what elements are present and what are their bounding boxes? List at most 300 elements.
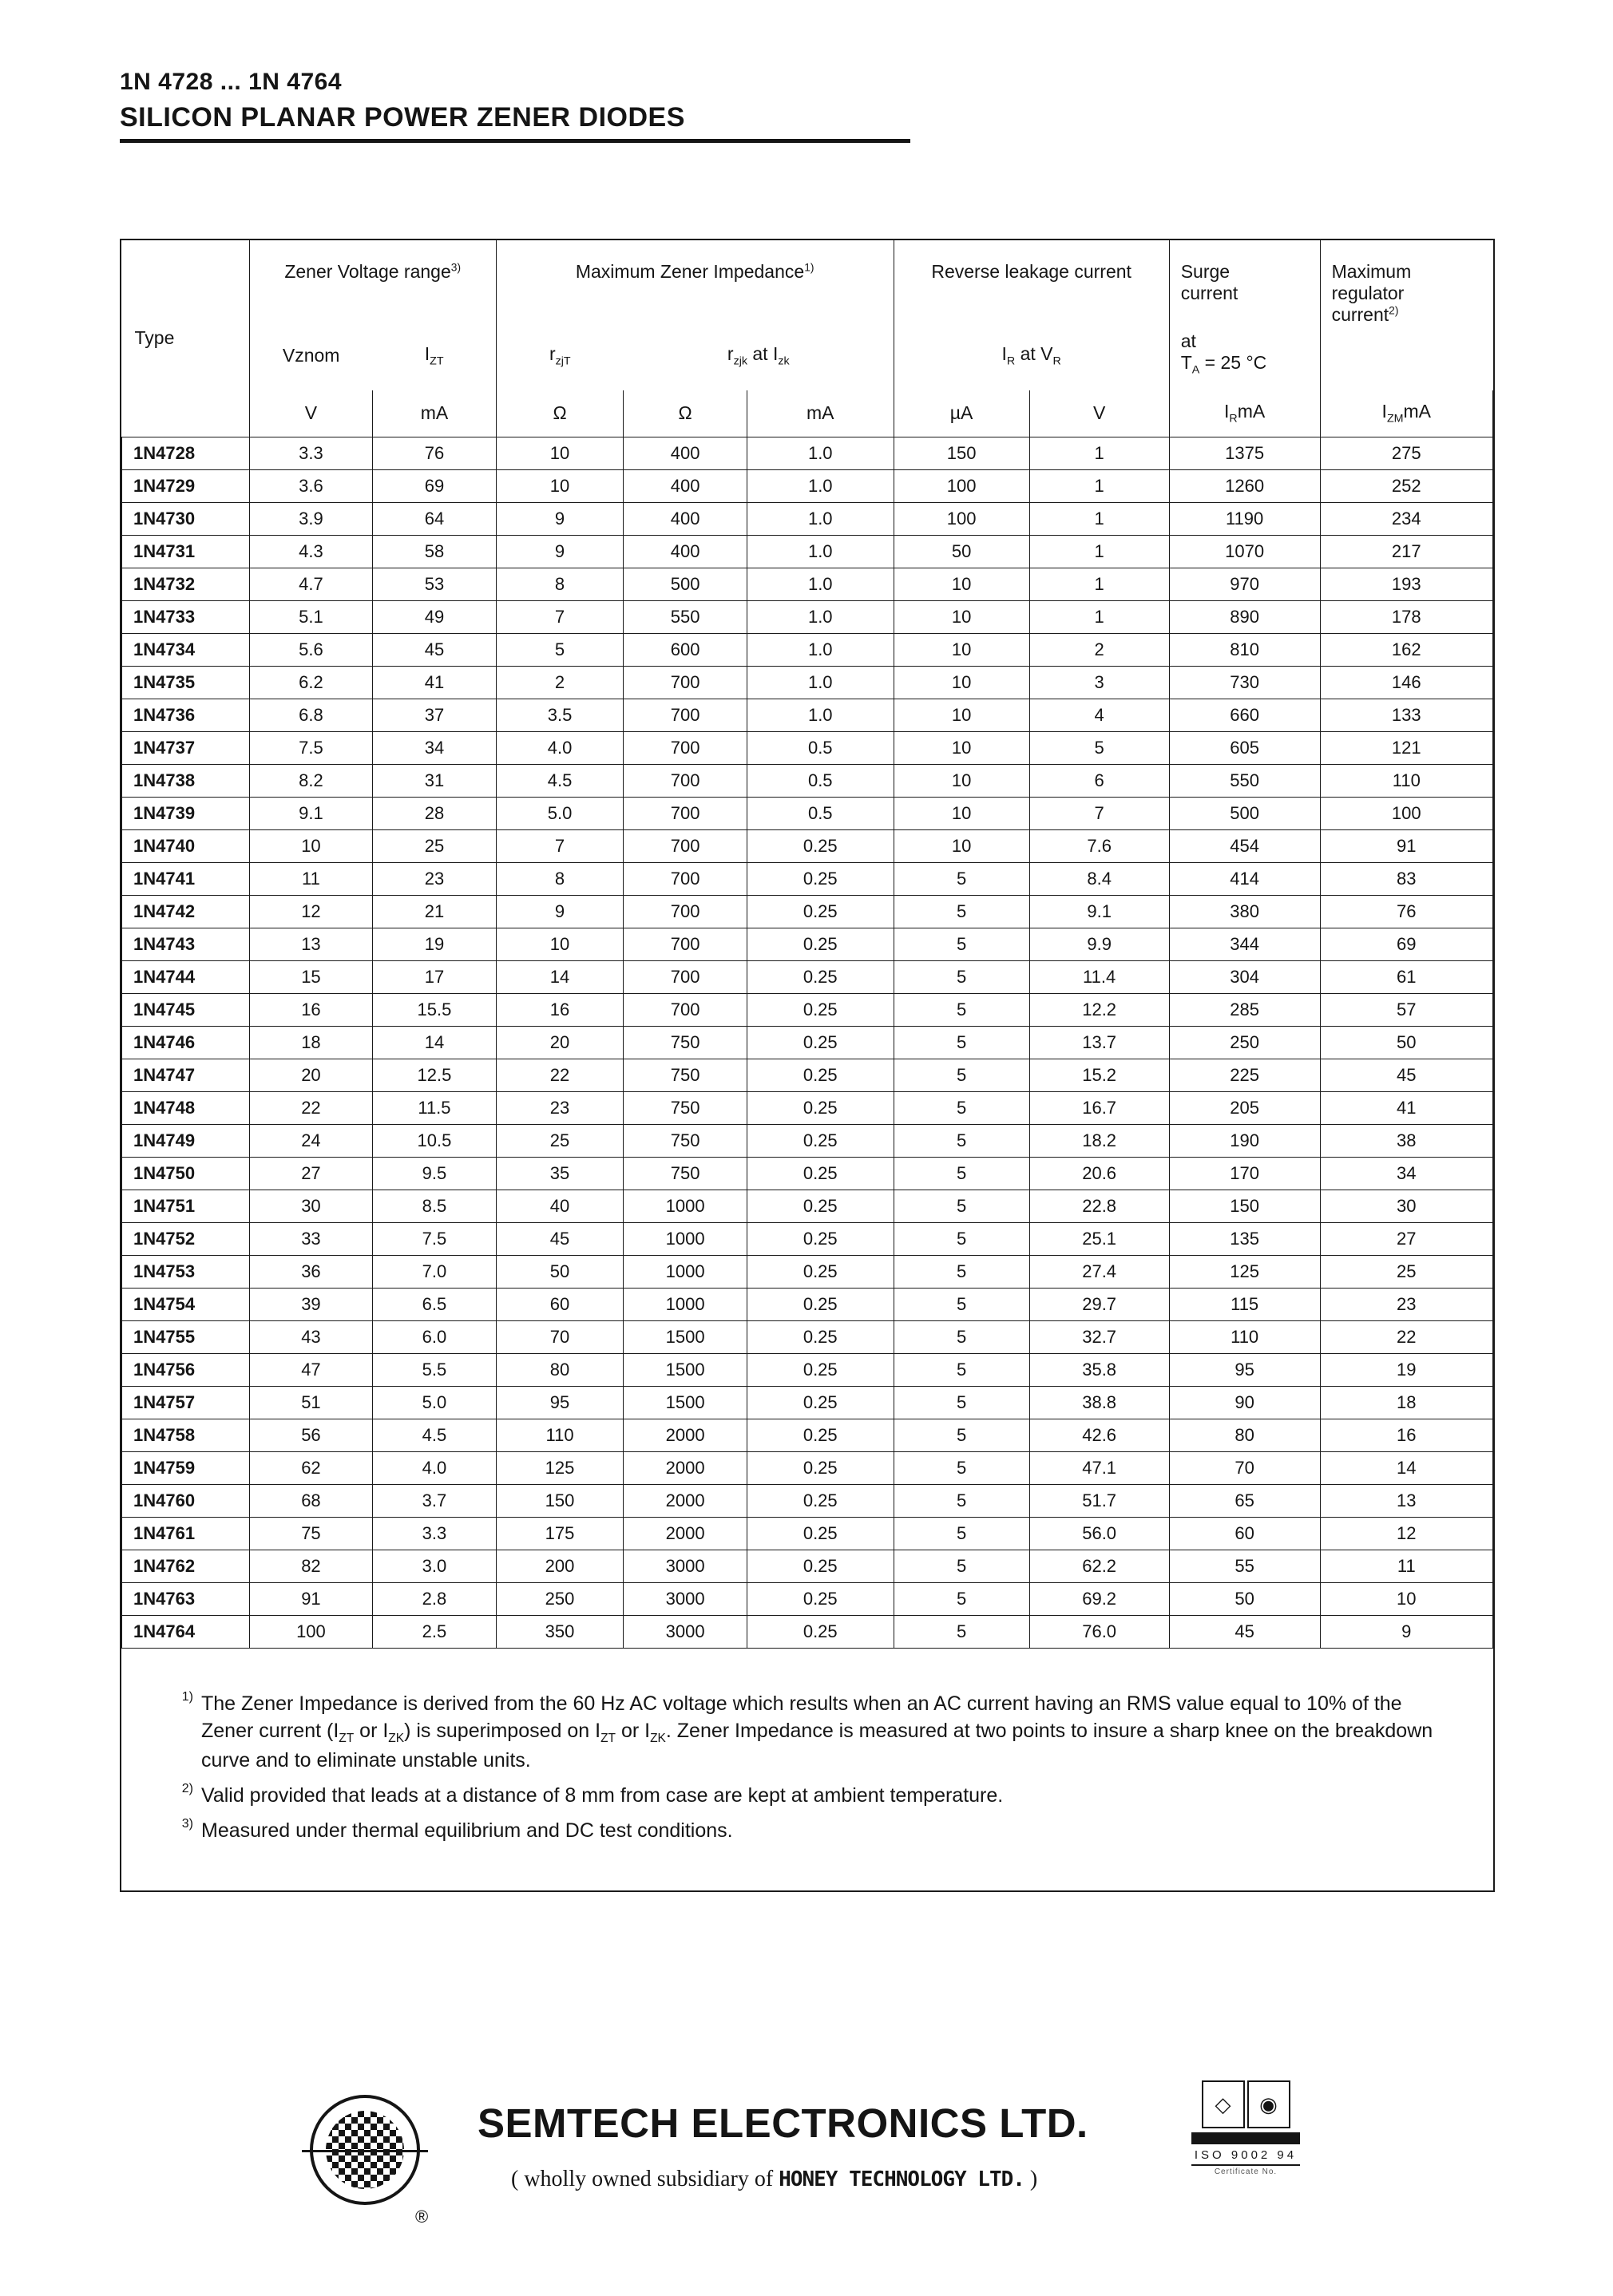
value-cell: 5 (894, 1550, 1029, 1582)
value-cell: 83 (1320, 862, 1492, 895)
value-cell: 250 (1169, 1026, 1320, 1059)
value-cell: 750 (624, 1026, 747, 1059)
value-cell: 9 (496, 502, 624, 535)
value-cell: 15.2 (1029, 1059, 1169, 1091)
table-row (122, 1157, 1493, 1190)
unit-ir-leakage: µA (894, 390, 1029, 437)
value-cell: 0.25 (747, 1059, 894, 1091)
value-cell: 20.6 (1029, 1157, 1169, 1190)
value-cell: 750 (624, 1059, 747, 1091)
value-cell: 1 (1029, 502, 1169, 535)
value-cell: 10 (894, 731, 1029, 764)
value-cell: 12.2 (1029, 993, 1169, 1026)
value-cell: 45 (1169, 1615, 1320, 1648)
certification-emblems (1191, 2080, 1300, 2128)
value-cell: 16 (249, 993, 373, 1026)
type-cell: 1N4747 (122, 1059, 250, 1091)
col-group-max-regulator-current: Maximum regulator current$^{2)}$ (1320, 240, 1492, 390)
value-cell: 6.8 (249, 699, 373, 731)
value-cell: 750 (624, 1157, 747, 1190)
value-cell: 11.4 (1029, 960, 1169, 993)
value-cell: 730 (1169, 666, 1320, 699)
footnotes (121, 1649, 1493, 1890)
value-cell: 13 (1320, 1484, 1492, 1517)
value-cell: 0.25 (747, 1026, 894, 1059)
value-cell: 414 (1169, 862, 1320, 895)
value-cell: 1.0 (747, 469, 894, 502)
value-cell: 0.25 (747, 1124, 894, 1157)
value-cell: 5.5 (373, 1353, 497, 1386)
parent-company-name: HONEY TECHNOLOGY LTD. (779, 2167, 1024, 2191)
value-cell: 1000 (624, 1255, 747, 1288)
value-cell: 970 (1169, 568, 1320, 600)
table-row (122, 1222, 1493, 1255)
value-cell: 16 (496, 993, 624, 1026)
registered-trademark-icon: ® (415, 2207, 429, 2227)
value-cell: 12 (249, 895, 373, 928)
table-row (122, 1091, 1493, 1124)
value-cell: 7.5 (249, 731, 373, 764)
value-cell: 75 (249, 1517, 373, 1550)
table-row (122, 535, 1493, 568)
value-cell: 4.0 (496, 731, 624, 764)
table-row (122, 666, 1493, 699)
value-cell: 45 (373, 633, 497, 666)
value-cell: 200 (496, 1550, 624, 1582)
value-cell: 5 (894, 960, 1029, 993)
value-cell: 344 (1169, 928, 1320, 960)
value-cell: 20 (496, 1026, 624, 1059)
value-cell: 5 (894, 1026, 1029, 1059)
value-cell: 9.9 (1029, 928, 1169, 960)
type-cell: 1N4741 (122, 862, 250, 895)
value-cell: 700 (624, 666, 747, 699)
table-row (122, 731, 1493, 764)
value-cell: 12.5 (373, 1059, 497, 1091)
value-cell: 4.0 (373, 1451, 497, 1484)
value-cell: 150 (894, 437, 1029, 469)
value-cell: 7 (496, 600, 624, 633)
type-cell: 1N4758 (122, 1419, 250, 1451)
value-cell: 47 (249, 1353, 373, 1386)
value-cell: 700 (624, 960, 747, 993)
table-row (122, 960, 1493, 993)
value-cell: 3.5 (496, 699, 624, 731)
value-cell: 4.3 (249, 535, 373, 568)
unit-vr: V (1029, 390, 1169, 437)
value-cell: 45 (496, 1222, 624, 1255)
value-cell: 11 (1320, 1550, 1492, 1582)
value-cell: 10 (496, 928, 624, 960)
value-cell: 95 (496, 1386, 624, 1419)
value-cell: 3000 (624, 1582, 747, 1615)
value-cell: 10 (496, 469, 624, 502)
table-row (122, 764, 1493, 797)
value-cell: 700 (624, 764, 747, 797)
value-cell: 2 (1029, 633, 1169, 666)
page-title: SILICON PLANAR POWER ZENER DIODES (120, 102, 910, 143)
type-cell: 1N4752 (122, 1222, 250, 1255)
value-cell: 0.25 (747, 1517, 894, 1550)
value-cell: 2.5 (373, 1615, 497, 1648)
value-cell: 660 (1169, 699, 1320, 731)
value-cell: 6.5 (373, 1288, 497, 1320)
table-header (122, 240, 1493, 437)
value-cell: 16 (1320, 1419, 1492, 1451)
value-cell: 125 (496, 1451, 624, 1484)
value-cell: 0.25 (747, 1451, 894, 1484)
value-cell: 91 (1320, 829, 1492, 862)
value-cell: 25 (1320, 1255, 1492, 1288)
value-cell: 700 (624, 928, 747, 960)
value-cell: 5 (894, 895, 1029, 928)
value-cell: 0.25 (747, 895, 894, 928)
value-cell: 0.25 (747, 1091, 894, 1124)
value-cell: 68 (249, 1484, 373, 1517)
type-cell: 1N4760 (122, 1484, 250, 1517)
type-cell: 1N4734 (122, 633, 250, 666)
value-cell: 750 (624, 1124, 747, 1157)
value-cell: 400 (624, 535, 747, 568)
value-cell: 178 (1320, 600, 1492, 633)
table-row (122, 502, 1493, 535)
value-cell: 1000 (624, 1222, 747, 1255)
value-cell: 5 (894, 1190, 1029, 1222)
value-cell: 5 (894, 1615, 1029, 1648)
certification-emblem-left-icon: ◇ (1202, 2080, 1245, 2128)
col-group-max-zener-impedance: Maximum Zener Impedance$^{1)}$ (496, 240, 894, 320)
value-cell: 400 (624, 469, 747, 502)
unit-vznom: V (249, 390, 373, 437)
iso-certification-block (1191, 2080, 1300, 2176)
value-cell: 304 (1169, 960, 1320, 993)
value-cell: 1.0 (747, 437, 894, 469)
value-cell: 5 (894, 1419, 1029, 1451)
value-cell: 11.5 (373, 1091, 497, 1124)
footnote-2-marker: 2) (181, 1781, 193, 1795)
type-cell: 1N4740 (122, 829, 250, 862)
col-group-surge-current: Surge current (1169, 240, 1320, 320)
value-cell: 0.25 (747, 1255, 894, 1288)
value-cell: 8.2 (249, 764, 373, 797)
type-cell: 1N4733 (122, 600, 250, 633)
type-cell: 1N4762 (122, 1550, 250, 1582)
type-cell: 1N4759 (122, 1451, 250, 1484)
value-cell: 115 (1169, 1288, 1320, 1320)
value-cell: 2.8 (373, 1582, 497, 1615)
value-cell: 34 (1320, 1157, 1492, 1190)
footnote-3-marker: 3) (181, 1816, 193, 1831)
value-cell: 2000 (624, 1517, 747, 1550)
value-cell: 41 (1320, 1091, 1492, 1124)
value-cell: 162 (1320, 633, 1492, 666)
type-cell: 1N4739 (122, 797, 250, 829)
value-cell: 47.1 (1029, 1451, 1169, 1484)
value-cell: 25.1 (1029, 1222, 1169, 1255)
value-cell: 38.8 (1029, 1386, 1169, 1419)
page-footer (0, 2066, 1613, 2274)
value-cell: 50 (1169, 1582, 1320, 1615)
value-cell: 15.5 (373, 993, 497, 1026)
value-cell: 5.1 (249, 600, 373, 633)
value-cell: 27 (1320, 1222, 1492, 1255)
value-cell: 0.25 (747, 960, 894, 993)
value-cell: 146 (1320, 666, 1492, 699)
value-cell: 1.0 (747, 535, 894, 568)
type-cell: 1N4738 (122, 764, 250, 797)
type-cell: 1N4731 (122, 535, 250, 568)
value-cell: 45 (1320, 1059, 1492, 1091)
type-cell: 1N4755 (122, 1320, 250, 1353)
value-cell: 275 (1320, 437, 1492, 469)
value-cell: 750 (624, 1091, 747, 1124)
value-cell: 600 (624, 633, 747, 666)
value-cell: 3000 (624, 1550, 747, 1582)
unit-rzjk: Ω (624, 390, 747, 437)
value-cell: 2 (496, 666, 624, 699)
value-cell: 27 (249, 1157, 373, 1190)
value-cell: 1500 (624, 1353, 747, 1386)
value-cell: 1 (1029, 469, 1169, 502)
value-cell: 170 (1169, 1157, 1320, 1190)
table-body (122, 437, 1493, 1648)
value-cell: 11 (249, 862, 373, 895)
type-cell: 1N4750 (122, 1157, 250, 1190)
footnote-ref-2: 2) (1389, 304, 1399, 317)
footnote-ref-1: 1) (804, 261, 814, 274)
unit-izt: mA (373, 390, 497, 437)
value-cell: 205 (1169, 1091, 1320, 1124)
type-cell: 1N4729 (122, 469, 250, 502)
value-cell: 700 (624, 993, 747, 1026)
value-cell: 6.2 (249, 666, 373, 699)
iso-9002-label: ISO 9002 94 (1191, 2147, 1300, 2166)
value-cell: 217 (1320, 535, 1492, 568)
value-cell: 69.2 (1029, 1582, 1169, 1615)
value-cell: 90 (1169, 1386, 1320, 1419)
value-cell: 13.7 (1029, 1026, 1169, 1059)
type-cell: 1N4728 (122, 437, 250, 469)
value-cell: 1 (1029, 568, 1169, 600)
value-cell: 57 (1320, 993, 1492, 1026)
value-cell: 76 (373, 437, 497, 469)
table-row (122, 1386, 1493, 1419)
type-cell: 1N4745 (122, 993, 250, 1026)
value-cell: 12 (1320, 1517, 1492, 1550)
value-cell: 252 (1320, 469, 1492, 502)
value-cell: 70 (1169, 1451, 1320, 1484)
table-row (122, 1190, 1493, 1222)
value-cell: 10 (894, 633, 1029, 666)
value-cell: 10 (894, 568, 1029, 600)
value-cell: 3.3 (373, 1517, 497, 1550)
value-cell: 53 (373, 568, 497, 600)
value-cell: 3.3 (249, 437, 373, 469)
footnote-2 (158, 1782, 1453, 1809)
value-cell: 39 (249, 1288, 373, 1320)
table-row (122, 1124, 1493, 1157)
type-cell: 1N4744 (122, 960, 250, 993)
value-cell: 60 (1169, 1517, 1320, 1550)
value-cell: 121 (1320, 731, 1492, 764)
table-row (122, 993, 1493, 1026)
table-row (122, 1550, 1493, 1582)
table-row (122, 1582, 1493, 1615)
type-cell: 1N4743 (122, 928, 250, 960)
value-cell: 6 (1029, 764, 1169, 797)
table-row (122, 895, 1493, 928)
value-cell: 80 (1169, 1419, 1320, 1451)
value-cell: 7.6 (1029, 829, 1169, 862)
value-cell: 100 (1320, 797, 1492, 829)
value-cell: 0.25 (747, 862, 894, 895)
value-cell: 10 (496, 437, 624, 469)
value-cell: 175 (496, 1517, 624, 1550)
table-row (122, 469, 1493, 502)
company-name: SEMTECH ELECTRONICS LTD. (478, 2100, 1088, 2146)
type-cell: 1N4764 (122, 1615, 250, 1648)
value-cell: 190 (1169, 1124, 1320, 1157)
value-cell: 35.8 (1029, 1353, 1169, 1386)
value-cell: 5 (894, 928, 1029, 960)
value-cell: 69 (1320, 928, 1492, 960)
value-cell: 1.0 (747, 600, 894, 633)
title-block (120, 69, 1495, 143)
value-cell: 1375 (1169, 437, 1320, 469)
value-cell: 0.25 (747, 1288, 894, 1320)
value-cell: 40 (496, 1190, 624, 1222)
value-cell: 110 (496, 1419, 624, 1451)
value-cell: 0.25 (747, 1222, 894, 1255)
type-cell: 1N4761 (122, 1517, 250, 1550)
value-cell: 22 (496, 1059, 624, 1091)
value-cell: 890 (1169, 600, 1320, 633)
value-cell: 17 (373, 960, 497, 993)
value-cell: 550 (1169, 764, 1320, 797)
value-cell: 5 (894, 1353, 1029, 1386)
value-cell: 95 (1169, 1353, 1320, 1386)
value-cell: 1260 (1169, 469, 1320, 502)
value-cell: 61 (1320, 960, 1492, 993)
value-cell: 6.0 (373, 1320, 497, 1353)
value-cell: 34 (373, 731, 497, 764)
value-cell: 50 (894, 535, 1029, 568)
value-cell: 82 (249, 1550, 373, 1582)
value-cell: 193 (1320, 568, 1492, 600)
type-cell: 1N4748 (122, 1091, 250, 1124)
value-cell: 150 (496, 1484, 624, 1517)
value-cell: 8.5 (373, 1190, 497, 1222)
value-cell: 0.5 (747, 764, 894, 797)
value-cell: 10 (894, 797, 1029, 829)
footnote-2-text: Valid provided that leads at a distance of 8 mm from case are kept at ambient temperature. (201, 1783, 1004, 1807)
value-cell: 9.1 (1029, 895, 1169, 928)
value-cell: 0.25 (747, 993, 894, 1026)
value-cell: 350 (496, 1615, 624, 1648)
value-cell: 150 (1169, 1190, 1320, 1222)
footnote-3 (158, 1817, 1453, 1844)
semtech-logo-icon (310, 2095, 420, 2205)
value-cell: 400 (624, 502, 747, 535)
footnote-ref-3: 3) (450, 261, 462, 274)
table-row (122, 437, 1493, 469)
table-row (122, 1615, 1493, 1648)
value-cell: 0.25 (747, 1550, 894, 1582)
table-row (122, 862, 1493, 895)
value-cell: 5 (894, 1288, 1029, 1320)
value-cell: 35 (496, 1157, 624, 1190)
value-cell: 10 (894, 600, 1029, 633)
value-cell: 2000 (624, 1419, 747, 1451)
table-row (122, 1059, 1493, 1091)
value-cell: 1000 (624, 1288, 747, 1320)
value-cell: 3.0 (373, 1550, 497, 1582)
table-row (122, 829, 1493, 862)
footnote-1 (158, 1690, 1453, 1774)
value-cell: 51 (249, 1386, 373, 1419)
value-cell: 110 (1169, 1320, 1320, 1353)
value-cell: 5 (894, 1582, 1029, 1615)
value-cell: 10 (894, 764, 1029, 797)
table-row (122, 1255, 1493, 1288)
value-cell: 0.25 (747, 928, 894, 960)
value-cell: 19 (373, 928, 497, 960)
value-cell: 100 (894, 502, 1029, 535)
value-cell: 91 (249, 1582, 373, 1615)
footnote-1-marker: 1) (181, 1689, 193, 1704)
logo-axis-line (302, 2150, 428, 2152)
value-cell: 285 (1169, 993, 1320, 1026)
table-row (122, 1451, 1493, 1484)
col-header-type (122, 240, 250, 437)
value-cell: 8 (496, 568, 624, 600)
value-cell: 23 (1320, 1288, 1492, 1320)
type-cell: 1N4751 (122, 1190, 250, 1222)
value-cell: 5 (496, 633, 624, 666)
value-cell: 0.25 (747, 1353, 894, 1386)
value-cell: 49 (373, 600, 497, 633)
value-cell: 24 (249, 1124, 373, 1157)
value-cell: 0.25 (747, 1386, 894, 1419)
value-cell: 1190 (1169, 502, 1320, 535)
value-cell: 25 (496, 1124, 624, 1157)
type-cell: 1N4737 (122, 731, 250, 764)
value-cell: 5.6 (249, 633, 373, 666)
value-cell: 7 (1029, 797, 1169, 829)
table-row (122, 633, 1493, 666)
value-cell: 500 (1169, 797, 1320, 829)
value-cell: 1 (1029, 600, 1169, 633)
table-row (122, 568, 1493, 600)
value-cell: 14 (1320, 1451, 1492, 1484)
table-row (122, 1026, 1493, 1059)
value-cell: 0.25 (747, 1615, 894, 1648)
value-cell: 50 (1320, 1026, 1492, 1059)
value-cell: 3.6 (249, 469, 373, 502)
value-cell: 1070 (1169, 535, 1320, 568)
table-row (122, 1419, 1493, 1451)
value-cell: 14 (496, 960, 624, 993)
value-cell: 32.7 (1029, 1320, 1169, 1353)
value-cell: 1 (1029, 437, 1169, 469)
table-row (122, 1353, 1493, 1386)
table-row (122, 600, 1493, 633)
value-cell: 5 (894, 1255, 1029, 1288)
value-cell: 5.0 (373, 1386, 497, 1419)
value-cell: 1.0 (747, 568, 894, 600)
value-cell: 0.25 (747, 1484, 894, 1517)
type-cell: 1N4763 (122, 1582, 250, 1615)
